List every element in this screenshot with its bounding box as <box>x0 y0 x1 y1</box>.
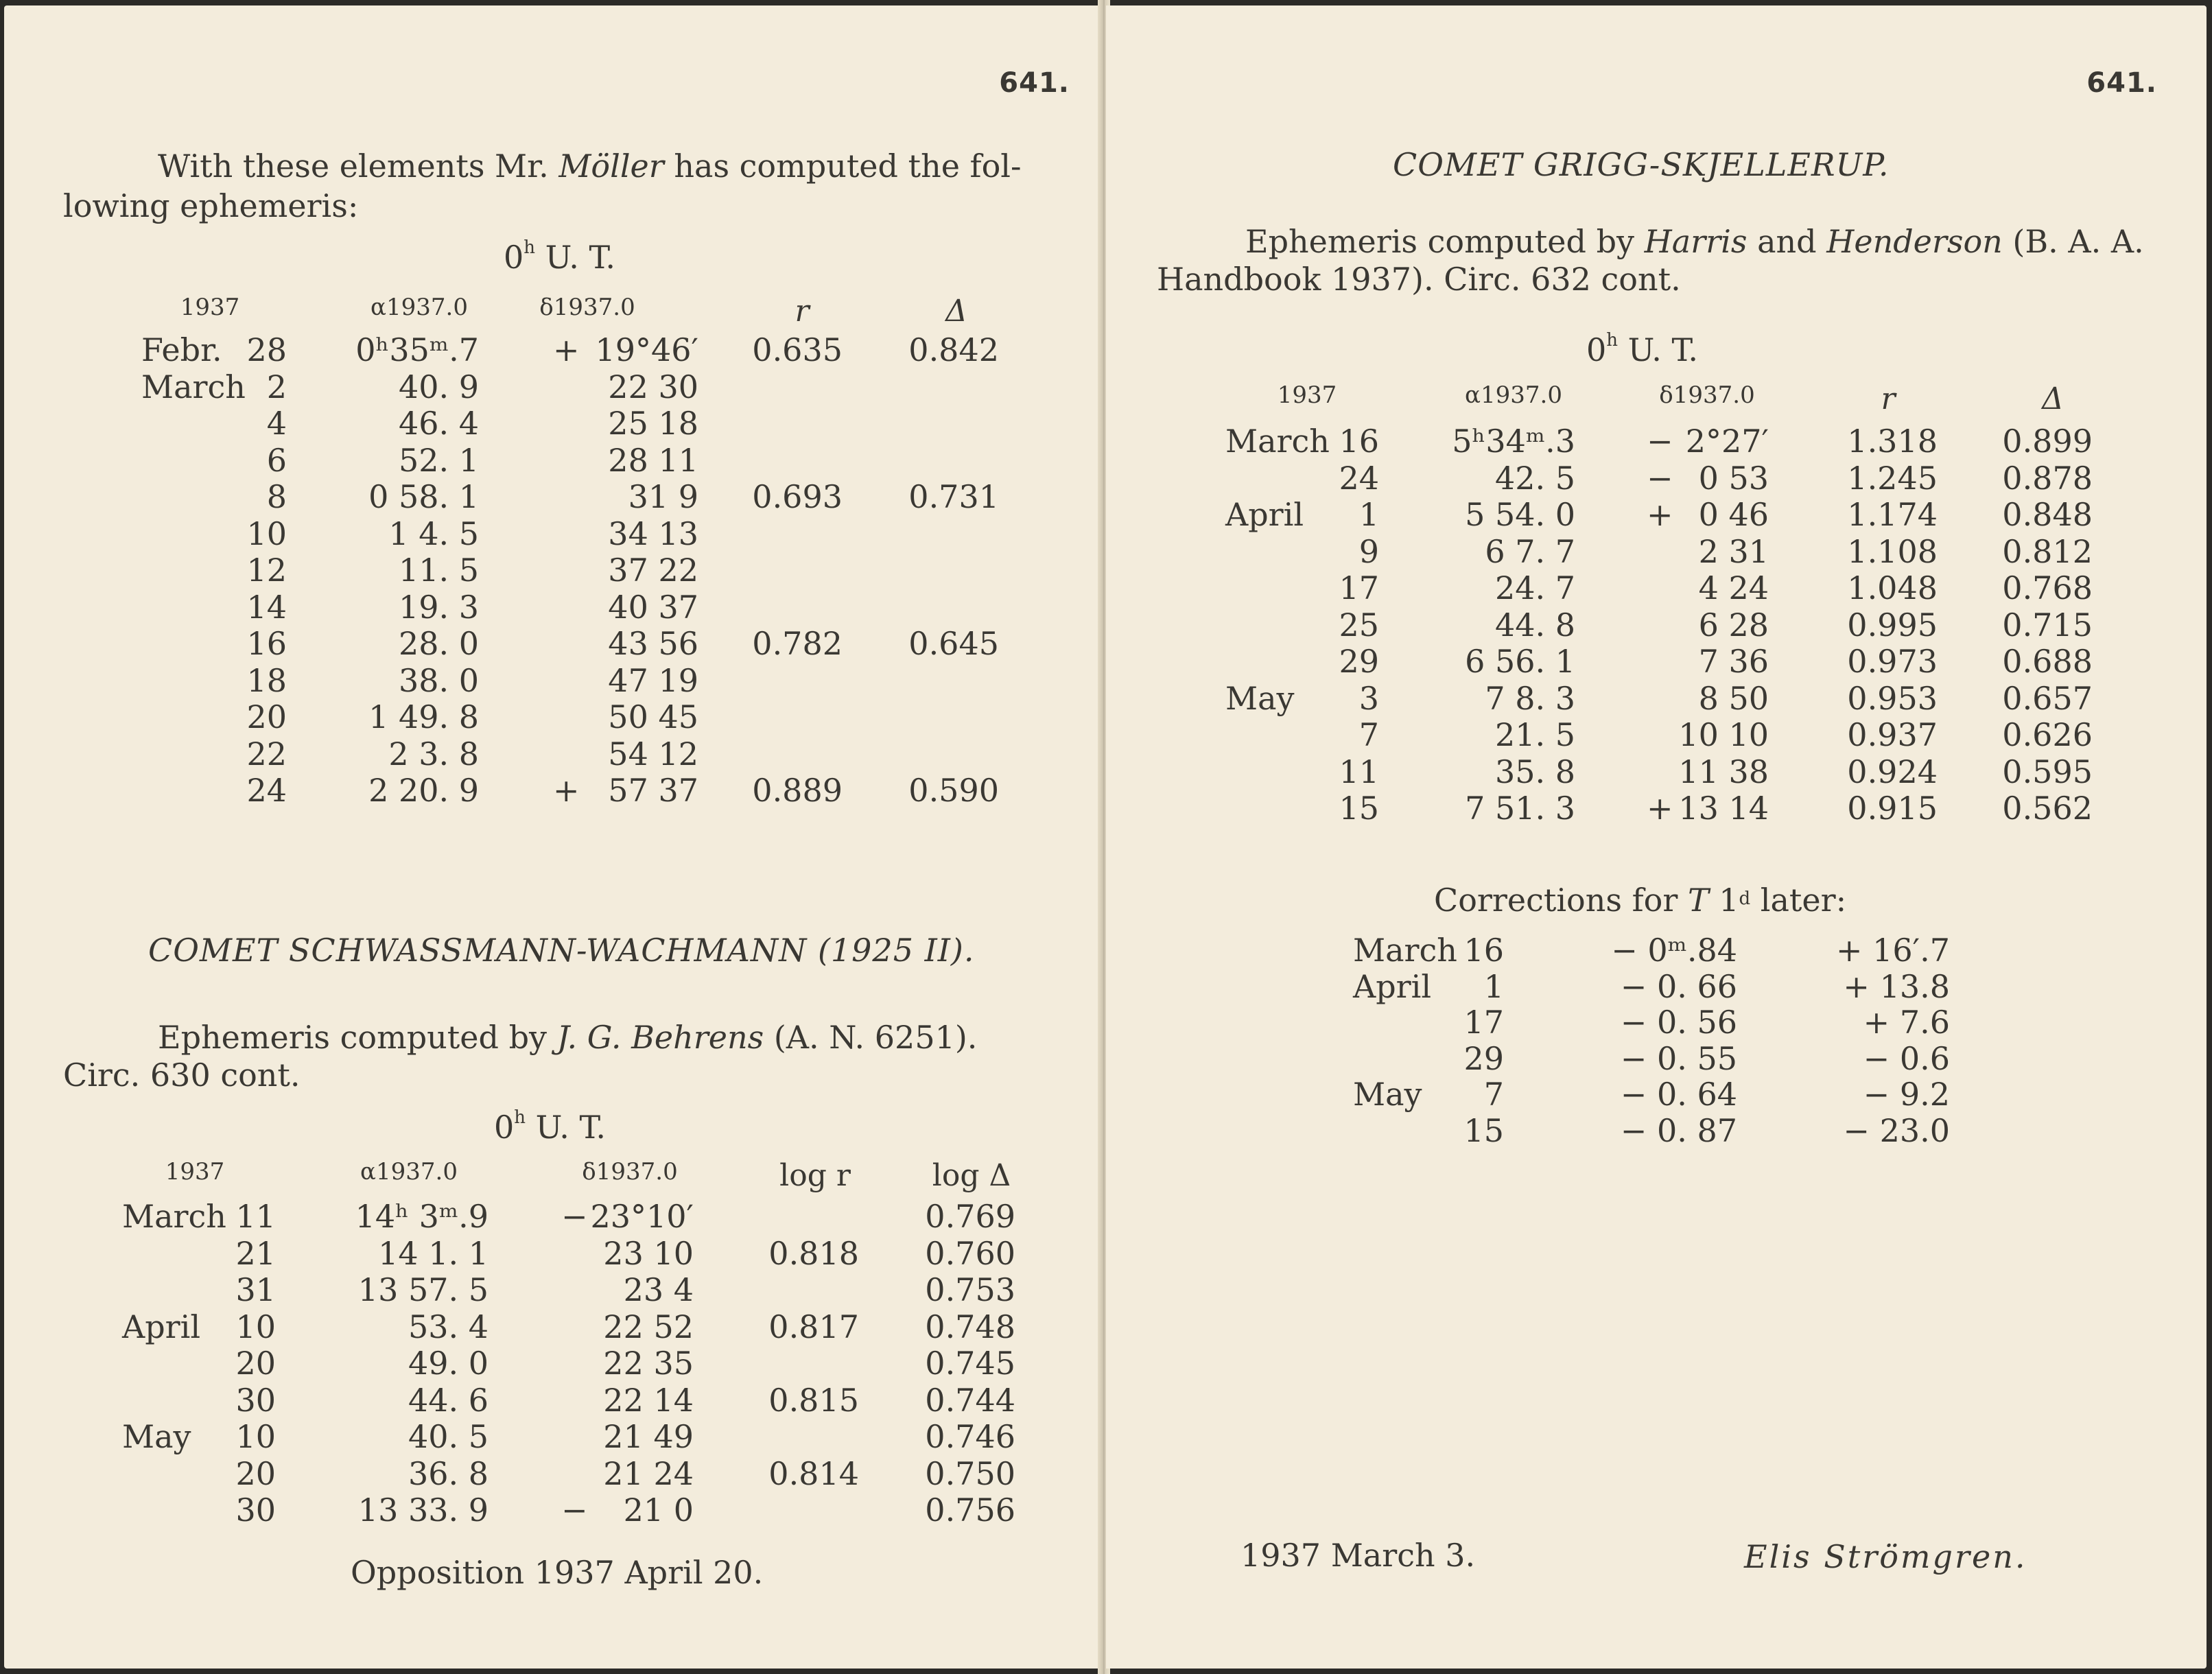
cell-day: 17 <box>1339 569 1379 606</box>
cell-alpha_text: 38. 0 <box>398 661 479 699</box>
cell-alpha_text: 5ʰ34ᵐ.3 <box>1452 423 1575 460</box>
table-row <box>4 442 1101 479</box>
cell-delta: 13 14 <box>1678 790 1769 827</box>
corrections-text: Corrections for <box>1434 882 1688 919</box>
cell-day: 24 <box>1339 459 1379 497</box>
cell-month: May <box>1353 1076 1422 1113</box>
table-row <box>4 478 1101 515</box>
cell-Delta: 0.731 <box>908 478 999 515</box>
cell-logDelta: 0.753 <box>925 1271 1015 1308</box>
cell-day: 10 <box>246 515 287 552</box>
cell-day: 10 <box>235 1418 276 1455</box>
author-name: Henderson <box>1826 223 2003 260</box>
author-name: J. G. Behrens <box>556 1019 764 1056</box>
cell-alpha_text: 14ʰ 3ᵐ.9 <box>355 1198 489 1235</box>
cell-r: 0.995 <box>1847 606 1938 644</box>
cell-delta: 8 50 <box>1698 679 1769 717</box>
corrections-T: T <box>1687 882 1709 919</box>
author-name: Möller <box>558 148 664 185</box>
cell-alpha_text: 6 56. 1 <box>1465 643 1575 680</box>
cell-day: 20 <box>235 1454 276 1492</box>
cell-r: 0.782 <box>752 625 843 662</box>
cell-delta: 23 4 <box>623 1271 694 1308</box>
comet2-intro-line-2: Circ. 630 cont. <box>63 1057 301 1094</box>
corrections-sup: d <box>1739 888 1751 909</box>
cell-d_delta: − 23.0 <box>1843 1111 1950 1149</box>
cell-alpha_text: 6 7. 7 <box>1485 532 1575 570</box>
section-heading: COMET GRIGG-SKJELLERUP. <box>1393 146 1890 183</box>
cell-delta: 11 38 <box>1678 753 1769 790</box>
table-row <box>4 552 1101 589</box>
cell-alpha_text: 13 57. 5 <box>357 1271 489 1308</box>
intro-text: has computed the fol- <box>663 148 1022 185</box>
cell-day: 16 <box>1339 423 1379 460</box>
cell-alpha_text: 36. 8 <box>408 1454 489 1492</box>
time-rest: U. T. <box>535 239 615 276</box>
cell-d_alpha: − 0ᵐ.84 <box>1611 932 1737 969</box>
cell-r: 0.915 <box>1847 790 1938 827</box>
cell-delta_sign: + <box>1647 496 1673 533</box>
table-row <box>1106 460 2207 497</box>
cell-Delta: 0.899 <box>2002 423 2093 460</box>
table-row <box>4 589 1101 626</box>
cell-day: 7 <box>1483 1076 1504 1113</box>
table-row <box>1106 643 2207 680</box>
cell-month: March <box>1225 423 1330 460</box>
cell-month: March <box>1353 932 1457 969</box>
cell-r: 0.924 <box>1847 753 1938 790</box>
table-row <box>4 331 1101 368</box>
cell-delta: 7 36 <box>1698 643 1769 680</box>
cell-logDelta: 0.744 <box>925 1381 1015 1419</box>
cell-d_alpha: − 0. 64 <box>1620 1076 1737 1113</box>
cell-delta: 19°46′ <box>595 331 698 368</box>
comet3-intro-line-2: Handbook 1937). Circ. 632 cont. <box>1157 261 1681 298</box>
ephemeris-table-grigg-skjellerup <box>1106 381 2207 848</box>
cell-day: 31 <box>235 1271 276 1308</box>
cell-delta: 25 18 <box>608 405 698 442</box>
cell-d_delta: + 7.6 <box>1863 1004 1950 1041</box>
cell-alpha_text: 42. 5 <box>1494 459 1575 497</box>
intro-text: Ephemeris computed by <box>1245 223 1645 260</box>
cell-Delta: 0.590 <box>908 772 999 809</box>
cell-alpha_text: 7 8. 3 <box>1485 679 1575 717</box>
cell-Delta: 0.626 <box>2002 716 2093 753</box>
cell-day: 20 <box>246 698 287 735</box>
cell-day: 30 <box>235 1381 276 1419</box>
column-header-r: r <box>795 294 810 329</box>
cell-day: 10 <box>235 1308 276 1345</box>
cell-delta_sign: + <box>553 772 580 809</box>
cell-alpha_text: 7 51. 3 <box>1465 790 1575 827</box>
intro-text: (B. A. A. <box>2002 223 2144 260</box>
cell-day: 8 <box>266 478 287 515</box>
cell-r: 0.953 <box>1847 679 1938 717</box>
table-row <box>4 1345 1101 1382</box>
time-label <box>504 239 615 276</box>
intro-text: (A. N. 6251). <box>764 1019 978 1056</box>
cell-day: 22 <box>246 735 287 773</box>
cell-r: 0.889 <box>752 772 843 809</box>
cell-day: 20 <box>235 1345 276 1382</box>
corrections-text: later: <box>1750 882 1847 919</box>
table-row <box>1106 790 2207 827</box>
cell-month: Febr. <box>141 331 222 368</box>
cell-day: 15 <box>1339 790 1379 827</box>
cell-day: 14 <box>246 588 287 626</box>
cell-delta: 47 19 <box>608 661 698 699</box>
cell-day: 30 <box>235 1492 276 1529</box>
cell-alpha_text: 11. 5 <box>398 552 479 589</box>
cell-r: 0.635 <box>752 331 843 368</box>
cell-delta_sign: − <box>1647 423 1673 460</box>
cell-day: 7 <box>1358 716 1379 753</box>
table-row <box>1106 1004 2207 1041</box>
cell-delta: 10 10 <box>1678 716 1769 753</box>
cell-day: 29 <box>1463 1039 1504 1077</box>
table-row <box>4 1198 1101 1235</box>
cell-Delta: 0.645 <box>908 625 999 662</box>
table-row <box>4 1382 1101 1419</box>
right-page <box>1106 5 2207 1669</box>
table-row <box>4 515 1101 552</box>
cell-alpha_text: 44. 8 <box>1494 606 1575 644</box>
intro-line-1 <box>158 146 1022 186</box>
cell-delta: 28 11 <box>608 441 698 479</box>
table-row <box>1106 423 2207 460</box>
table-row <box>4 1235 1101 1272</box>
cell-logr: 0.818 <box>768 1234 859 1272</box>
cell-alpha_text: 14 1. 1 <box>378 1234 489 1272</box>
cell-delta: 6 28 <box>1698 606 1769 644</box>
cell-d_delta: − 9.2 <box>1863 1076 1950 1113</box>
cell-alpha_text: 35. 8 <box>1494 753 1575 790</box>
cell-day: 21 <box>235 1234 276 1272</box>
page-number: 641. <box>999 67 1070 99</box>
ephemeris-table-moller <box>4 294 1101 815</box>
cell-r: 1.108 <box>1847 532 1938 570</box>
time-rest: U. T. <box>526 1109 606 1146</box>
cell-delta: 37 22 <box>608 552 698 589</box>
table-row <box>4 735 1101 773</box>
cell-alpha_text: 52. 1 <box>398 441 479 479</box>
cell-Delta: 0.848 <box>2002 496 2093 533</box>
table-row <box>1106 569 2207 606</box>
signoff-author: Elis Strömgren. <box>1744 1538 2027 1575</box>
column-header-date: 1937 <box>180 294 240 321</box>
cell-alpha_text: 46. 4 <box>398 405 479 442</box>
cell-logDelta: 0.769 <box>925 1198 1015 1235</box>
cell-day: 11 <box>1339 753 1379 790</box>
cell-d_alpha: − 0. 87 <box>1620 1111 1737 1149</box>
time-sup: h <box>1606 330 1619 351</box>
column-header-r: r <box>1881 381 1896 416</box>
comet2-intro-line-1 <box>158 1017 977 1057</box>
cell-day: 12 <box>246 552 287 589</box>
cell-day: 25 <box>1339 606 1379 644</box>
corrections-heading <box>1434 880 1846 920</box>
cell-alpha_text: 5 54. 0 <box>1465 496 1575 533</box>
cell-delta: 23°10′ <box>590 1198 694 1235</box>
cell-logDelta: 0.756 <box>925 1492 1015 1529</box>
cell-logDelta: 0.745 <box>925 1345 1015 1382</box>
table-row <box>1106 680 2207 717</box>
cell-day: 29 <box>1339 643 1379 680</box>
cell-delta: 34 13 <box>608 515 698 552</box>
cell-day: 17 <box>1463 1004 1504 1041</box>
opposition-note: Opposition 1937 April 20. <box>351 1554 764 1591</box>
cell-d_alpha: − 0. 66 <box>1620 967 1737 1005</box>
cell-alpha_text: 13 33. 9 <box>357 1492 489 1529</box>
column-header-logDelta: log Δ <box>932 1158 1011 1193</box>
cell-alpha_text: 40. 9 <box>398 368 479 405</box>
table-row <box>1106 716 2207 753</box>
cell-delta_sign: − <box>1647 459 1673 497</box>
cell-delta: 40 37 <box>608 588 698 626</box>
cell-r: 1.318 <box>1847 423 1938 460</box>
cell-alpha_text: 53. 4 <box>408 1308 489 1345</box>
intro-line-2: lowing ephemeris: <box>63 187 359 224</box>
corrections-table <box>1106 932 2207 1165</box>
cell-logDelta: 0.750 <box>925 1454 1015 1492</box>
cell-alpha_text: 28. 0 <box>398 625 479 662</box>
column-header-Delta: Δ <box>945 294 967 329</box>
cell-alpha_text: 40. 5 <box>408 1418 489 1455</box>
cell-logDelta: 0.748 <box>925 1308 1015 1345</box>
cell-alpha_text: 2 20. 9 <box>368 772 479 809</box>
cell-alpha_text: 19. 3 <box>398 588 479 626</box>
cell-delta: 22 35 <box>603 1345 694 1382</box>
cell-Delta: 0.595 <box>2002 753 2093 790</box>
cell-delta_sign: + <box>553 331 580 368</box>
cell-r: 1.048 <box>1847 569 1938 606</box>
cell-logDelta: 0.746 <box>925 1418 1015 1455</box>
cell-Delta: 0.688 <box>2002 643 2093 680</box>
time-label <box>494 1109 606 1146</box>
table-row <box>4 1418 1101 1455</box>
table-row <box>4 698 1101 735</box>
time-label <box>1586 331 1698 368</box>
time-hour: 0 <box>504 239 524 276</box>
cell-alpha_text: 24. 7 <box>1494 569 1575 606</box>
time-sup: h <box>523 237 536 258</box>
cell-day: 2 <box>266 368 287 405</box>
table-row <box>1106 533 2207 570</box>
cell-Delta: 0.842 <box>908 331 999 368</box>
cell-Delta: 0.715 <box>2002 606 2093 644</box>
table-row <box>1106 606 2207 644</box>
comet3-intro-line-1 <box>1245 222 2144 261</box>
cell-delta: 0 53 <box>1698 459 1769 497</box>
time-sup: h <box>514 1107 526 1128</box>
cell-day: 18 <box>246 661 287 699</box>
cell-delta_sign: + <box>1647 790 1673 827</box>
cell-delta: 21 24 <box>603 1454 694 1492</box>
cell-delta: 2 31 <box>1698 532 1769 570</box>
cell-alpha_text: 0ʰ35ᵐ.7 <box>355 331 479 368</box>
cell-day: 28 <box>246 331 287 368</box>
cell-delta: 43 56 <box>608 625 698 662</box>
cell-alpha_text: 1 49. 8 <box>368 698 479 735</box>
cell-delta: 54 12 <box>608 735 698 773</box>
table-row <box>4 625 1101 662</box>
page-number: 641. <box>2086 67 2157 99</box>
cell-day: 1 <box>1483 967 1504 1005</box>
cell-delta: 21 49 <box>603 1418 694 1455</box>
column-header-alpha: α1937.0 <box>1465 381 1562 409</box>
cell-delta: 57 37 <box>608 772 698 809</box>
column-header-delta: δ1937.0 <box>582 1158 678 1186</box>
cell-delta: 50 45 <box>608 698 698 735</box>
time-hour: 0 <box>1586 331 1607 368</box>
table-row <box>4 368 1101 405</box>
cell-day: 16 <box>246 625 287 662</box>
cell-alpha_text: 2 3. 8 <box>388 735 479 773</box>
cell-month: April <box>1353 967 1432 1005</box>
column-header-alpha: α1937.0 <box>360 1158 458 1186</box>
cell-delta: 4 24 <box>1698 569 1769 606</box>
cell-d_delta: − 0.6 <box>1863 1039 1950 1077</box>
cell-logr: 0.814 <box>768 1454 859 1492</box>
cell-delta_sign: − <box>561 1492 588 1529</box>
cell-month: March <box>141 368 246 405</box>
table-row <box>4 662 1101 699</box>
column-header-logr: log r <box>779 1158 851 1193</box>
ephemeris-table-schwassmann-wachmann <box>4 1158 1101 1542</box>
intro-text: With these elements Mr. <box>158 148 559 185</box>
cell-d_alpha: − 0. 56 <box>1620 1004 1737 1041</box>
author-name: Harris <box>1644 223 1748 260</box>
cell-alpha_text: 49. 0 <box>408 1345 489 1382</box>
cell-delta: 2°27′ <box>1685 423 1769 460</box>
table-row <box>1106 932 2207 969</box>
cell-logr: 0.817 <box>768 1308 859 1345</box>
cell-Delta: 0.878 <box>2002 459 2093 497</box>
cell-day: 11 <box>235 1198 276 1235</box>
table-row <box>1106 1040 2207 1077</box>
section-heading: COMET SCHWASSMANN-WACHMANN (1925 II). <box>148 932 975 969</box>
cell-alpha_text: 0 58. 1 <box>368 478 479 515</box>
table-row <box>4 405 1101 442</box>
cell-Delta: 0.562 <box>2002 790 2093 827</box>
cell-day: 6 <box>266 441 287 479</box>
table-row <box>4 1492 1101 1529</box>
column-header-date: 1937 <box>165 1158 225 1186</box>
cell-Delta: 0.657 <box>2002 679 2093 717</box>
time-hour: 0 <box>494 1109 515 1146</box>
cell-r: 0.937 <box>1847 716 1938 753</box>
cell-delta_sign: − <box>561 1198 588 1235</box>
cell-r: 1.174 <box>1847 496 1938 533</box>
cell-delta: 23 10 <box>603 1234 694 1272</box>
cell-delta: 31 9 <box>628 478 698 515</box>
cell-r: 0.693 <box>752 478 843 515</box>
table-row <box>1106 968 2207 1005</box>
table-row <box>4 1271 1101 1308</box>
cell-logr: 0.815 <box>768 1381 859 1419</box>
table-row <box>1106 1076 2207 1113</box>
cell-month: May <box>122 1418 191 1455</box>
cell-d_delta: + 16′.7 <box>1835 932 1950 969</box>
column-header-delta: δ1937.0 <box>539 294 635 321</box>
table-row <box>4 772 1101 809</box>
column-header-delta: δ1937.0 <box>1659 381 1755 409</box>
cell-month: March <box>122 1198 226 1235</box>
cell-logDelta: 0.760 <box>925 1234 1015 1272</box>
cell-day: 4 <box>266 405 287 442</box>
cell-day: 3 <box>1358 679 1379 717</box>
time-rest: U. T. <box>1618 331 1698 368</box>
cell-day: 15 <box>1463 1111 1504 1149</box>
left-page <box>4 5 1101 1669</box>
cell-month: April <box>122 1308 201 1345</box>
column-header-date: 1937 <box>1277 381 1337 409</box>
cell-day: 1 <box>1358 496 1379 533</box>
cell-r: 0.973 <box>1847 643 1938 680</box>
cell-delta: 0 46 <box>1698 496 1769 533</box>
table-row <box>4 1455 1101 1492</box>
cell-day: 16 <box>1463 932 1504 969</box>
cell-d_alpha: − 0. 55 <box>1620 1039 1737 1077</box>
intro-text: Ephemeris computed by <box>158 1019 557 1056</box>
cell-alpha_text: 44. 6 <box>408 1381 489 1419</box>
signoff-date: 1937 March 3. <box>1240 1537 1476 1574</box>
cell-delta: 21 0 <box>623 1492 694 1529</box>
cell-d_delta: + 13.8 <box>1843 967 1950 1005</box>
cell-delta: 22 14 <box>603 1381 694 1419</box>
column-header-alpha: α1937.0 <box>370 294 468 321</box>
table-row <box>1106 1112 2207 1149</box>
cell-day: 9 <box>1358 532 1379 570</box>
cell-month: April <box>1225 496 1304 533</box>
cell-month: May <box>1225 679 1295 717</box>
table-row <box>1106 753 2207 790</box>
cell-alpha_text: 1 4. 5 <box>388 515 479 552</box>
cell-alpha_text: 21. 5 <box>1494 716 1575 753</box>
column-header-Delta: Δ <box>2042 381 2064 416</box>
table-row <box>4 1308 1101 1345</box>
cell-delta: 22 52 <box>603 1308 694 1345</box>
cell-Delta: 0.768 <box>2002 569 2093 606</box>
corrections-text: 1 <box>1708 882 1739 919</box>
cell-day: 24 <box>246 772 287 809</box>
cell-r: 1.245 <box>1847 459 1938 497</box>
intro-text: and <box>1747 223 1827 260</box>
cell-Delta: 0.812 <box>2002 532 2093 570</box>
cell-delta: 22 30 <box>608 368 698 405</box>
table-row <box>1106 496 2207 533</box>
